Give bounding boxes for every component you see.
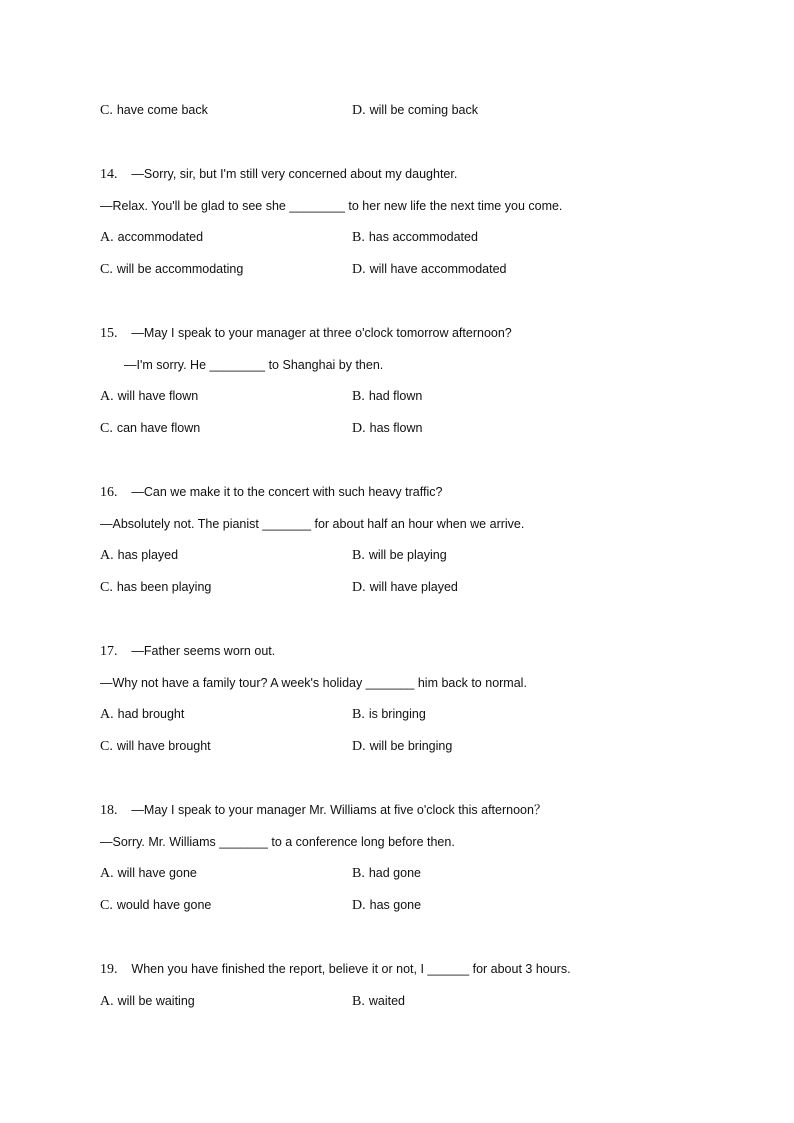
option-text: would have gone xyxy=(116,898,212,912)
option-text: has accommodated xyxy=(368,230,478,244)
option-letter: D. xyxy=(352,103,366,118)
option-letter: B. xyxy=(352,548,365,563)
option-d xyxy=(352,737,452,755)
question-text: When you have finished the report, believe it or not, I ______ for about 3 hours. xyxy=(131,962,571,976)
question-14-stem xyxy=(100,165,457,183)
option-text: will be waiting xyxy=(117,994,195,1008)
option-text: will have brought xyxy=(116,739,211,753)
option-text: will have gone xyxy=(117,866,197,880)
option-text: waited xyxy=(368,994,405,1008)
option-a xyxy=(100,387,198,405)
option-b xyxy=(352,228,478,246)
option-text: had flown xyxy=(368,389,423,403)
option-c xyxy=(100,101,208,119)
option-c xyxy=(100,896,211,914)
option-b xyxy=(352,864,421,882)
option-letter: C. xyxy=(100,103,113,118)
option-text: will be coming back xyxy=(369,103,479,117)
option-text: is bringing xyxy=(368,707,426,721)
option-letter: B. xyxy=(352,389,365,404)
option-letter: D. xyxy=(352,739,366,754)
option-b xyxy=(352,387,422,405)
question-number: 17. xyxy=(100,644,118,659)
option-letter: B. xyxy=(352,707,365,722)
option-text: accommodated xyxy=(117,230,204,244)
question-number: 18. xyxy=(100,803,118,818)
option-letter: C. xyxy=(100,898,113,913)
option-text: has been playing xyxy=(116,580,212,594)
option-letter: C. xyxy=(100,262,113,277)
question-19-stem xyxy=(100,960,571,978)
option-c xyxy=(100,737,211,755)
question-17-stem xyxy=(100,642,275,660)
option-text: will have played xyxy=(369,580,458,594)
question-17-reply: —Why not have a family tour? A week's holiday _______ him back to normal. xyxy=(100,676,527,690)
option-a xyxy=(100,992,195,1010)
option-c xyxy=(100,260,243,278)
option-d xyxy=(352,578,458,596)
option-a xyxy=(100,705,184,723)
option-text: has gone xyxy=(369,898,422,912)
option-a xyxy=(100,228,203,246)
option-d xyxy=(352,260,507,278)
question-16-reply: —Absolutely not. The pianist _______ for about half an hour when we arrive. xyxy=(100,517,525,531)
option-letter: A. xyxy=(100,707,114,722)
question-number: 16. xyxy=(100,485,118,500)
option-letter: B. xyxy=(352,866,365,881)
question-number: 19. xyxy=(100,962,118,977)
option-a xyxy=(100,864,197,882)
option-b xyxy=(352,992,405,1010)
option-letter: B. xyxy=(352,994,365,1009)
option-letter: D. xyxy=(352,898,366,913)
question-18-stem xyxy=(100,801,546,819)
question-text: —Can we make it to the concert with such heavy traffic? xyxy=(131,485,443,499)
option-letter: D. xyxy=(352,580,366,595)
option-letter: C. xyxy=(100,739,113,754)
option-letter: A. xyxy=(100,389,114,404)
option-letter: A. xyxy=(100,230,114,245)
option-text: had gone xyxy=(368,866,421,880)
option-text: will have accommodated xyxy=(369,262,507,276)
option-letter: D. xyxy=(352,262,366,277)
option-b xyxy=(352,705,426,723)
option-letter: A. xyxy=(100,866,114,881)
question-number: 15. xyxy=(100,326,118,341)
option-text: will be bringing xyxy=(369,739,453,753)
option-c xyxy=(100,578,211,596)
option-text: can have flown xyxy=(116,421,201,435)
option-letter: C. xyxy=(100,580,113,595)
option-a xyxy=(100,546,178,564)
option-c xyxy=(100,419,200,437)
option-text: has flown xyxy=(369,421,423,435)
option-text: had brought xyxy=(117,707,185,721)
option-text: have come back xyxy=(116,103,208,117)
option-letter: B. xyxy=(352,230,365,245)
option-letter: C. xyxy=(100,421,113,436)
question-14-reply: —Relax. You'll be glad to see she ________ to her new life the next time you come. xyxy=(100,199,563,213)
option-d xyxy=(352,419,422,437)
option-text: has played xyxy=(117,548,179,562)
question-15-stem xyxy=(100,324,512,342)
option-letter: D. xyxy=(352,421,366,436)
option-text: will be accommodating xyxy=(116,262,244,276)
question-text: —Father seems worn out. xyxy=(131,644,276,658)
question-text: —May I speak to your manager Mr. Williams at five o'clock this afternoon？ xyxy=(131,803,547,817)
option-letter: A. xyxy=(100,548,114,563)
question-number: 14. xyxy=(100,167,118,182)
question-text: —May I speak to your manager at three o'clock tomorrow afternoon? xyxy=(131,326,512,340)
option-b xyxy=(352,546,447,564)
option-text: will be playing xyxy=(368,548,447,562)
option-text: will have flown xyxy=(117,389,199,403)
question-15-reply: —I'm sorry. He ________ to Shanghai by then. xyxy=(124,358,384,372)
question-18-reply: —Sorry. Mr. Williams _______ to a conference long before then. xyxy=(100,835,455,849)
question-16-stem xyxy=(100,483,442,501)
option-d xyxy=(352,896,421,914)
question-text: —Sorry, sir, but I'm still very concerned about my daughter. xyxy=(131,167,458,181)
option-letter: A. xyxy=(100,994,114,1009)
option-d xyxy=(352,101,478,119)
